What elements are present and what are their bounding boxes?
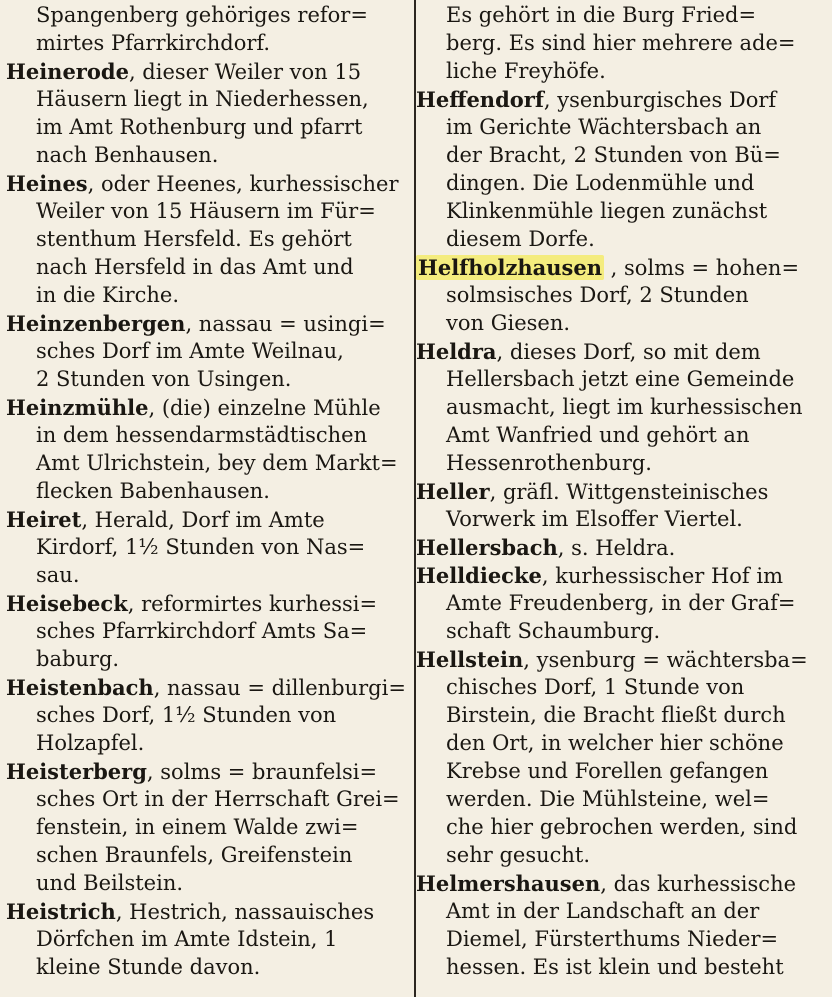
- entry-headword: Heinzmühle: [6, 395, 149, 420]
- line-text: Krebse und Forellen gefangen: [446, 759, 769, 783]
- text-line: [416, 646, 826, 673]
- line-text: , s. Heldra.: [557, 536, 676, 560]
- line-text: che hier gebrochen werden, sind: [446, 815, 798, 839]
- text-line: [416, 842, 826, 869]
- line-text: , Hestrich, nassauisches: [115, 900, 375, 924]
- text-line: [416, 114, 826, 141]
- line-text: , ysenburg = wächtersba=: [523, 648, 808, 672]
- text-line: [6, 198, 406, 225]
- line-text: Spangenberg gehöriges refor=: [36, 3, 368, 27]
- text-line: [6, 562, 406, 589]
- text-line: [6, 814, 406, 841]
- text-line: [6, 254, 406, 281]
- text-line: [416, 758, 826, 785]
- text-line: [6, 366, 406, 393]
- entry-headword: Heines: [6, 171, 88, 196]
- entry-headword: Heisterberg: [6, 759, 147, 784]
- line-text: sches Ort in der Herrschaft Grei=: [36, 787, 400, 811]
- line-text: in die Kirche.: [36, 283, 180, 307]
- entry-headword: Heldra: [416, 339, 497, 364]
- text-line: [416, 2, 826, 29]
- line-text: sches Pfarrkirchdorf Amts Sa=: [36, 619, 368, 643]
- text-line: [416, 282, 826, 309]
- text-line: [6, 674, 406, 701]
- line-text: nach Benhausen.: [36, 143, 219, 167]
- line-text: , das kurhessische: [600, 872, 797, 896]
- text-line: [416, 926, 826, 953]
- text-line: [416, 338, 826, 365]
- line-text: im Gerichte Wächtersbach an: [446, 115, 762, 139]
- line-text: fenstein, in einem Walde zwi=: [36, 815, 359, 839]
- text-line: [416, 450, 826, 477]
- line-text: solmsisches Dorf, 2 Stunden: [446, 283, 749, 307]
- line-text: chisches Dorf, 1 Stunde von: [446, 675, 745, 699]
- entry-headword: Heller: [416, 479, 490, 504]
- line-text: von Giesen.: [446, 311, 571, 335]
- text-line: [6, 282, 406, 309]
- text-line: [6, 618, 406, 645]
- line-text: sau.: [36, 563, 80, 587]
- line-text: berg. Es sind hier mehrere ade=: [446, 31, 796, 55]
- text-line: [6, 310, 406, 337]
- line-text: und Beilstein.: [36, 871, 184, 895]
- text-line: [416, 30, 826, 57]
- text-line: [416, 478, 826, 505]
- entry-headword: Heistenbach: [6, 675, 154, 700]
- text-line: [6, 226, 406, 253]
- text-line: [6, 506, 406, 533]
- line-text: schen Braunfels, Greifenstein: [36, 843, 353, 867]
- highlighted-entry-headword: Helfholzhausen: [418, 255, 602, 280]
- text-line: [6, 170, 406, 197]
- line-text: , (die) einzelne Mühle: [148, 396, 381, 420]
- text-line: [6, 450, 406, 477]
- line-text: kleine Stunde davon.: [36, 955, 261, 979]
- text-line: [6, 2, 406, 29]
- line-text: Amte Freudenberg, in der Graf=: [446, 591, 796, 615]
- text-line: [416, 562, 826, 589]
- entry-headword: Heisebeck: [6, 591, 128, 616]
- line-text: flecken Babenhausen.: [36, 479, 270, 503]
- text-line: [416, 786, 826, 813]
- text-line: [416, 702, 826, 729]
- line-text: Dörfchen im Amte Idstein, 1: [36, 927, 338, 951]
- line-text: Amt in der Landschaft an der: [446, 899, 760, 923]
- text-line: [416, 618, 826, 645]
- text-line: [6, 702, 406, 729]
- entry-headword: Hellstein: [416, 647, 524, 672]
- line-text: der Bracht, 2 Stunden von Bü=: [446, 143, 781, 167]
- text-line: [416, 534, 826, 561]
- text-line: [6, 114, 406, 141]
- line-text: Weiler von 15 Häusern im Für=: [36, 199, 376, 223]
- line-text: Amt Wanfried und gehört an: [446, 423, 750, 447]
- text-line: [416, 394, 826, 421]
- line-text: Birstein, die Bracht fließt durch: [446, 703, 786, 727]
- line-text: Vorwerk im Elsoffer Viertel.: [446, 507, 743, 531]
- line-text: , kurhessischer Hof im: [541, 564, 783, 588]
- line-text: , gräfl. Wittgensteinisches: [489, 480, 769, 504]
- line-text: Kirdorf, 1½ Stunden von Nas=: [36, 535, 366, 559]
- text-line: [416, 142, 826, 169]
- text-line: [416, 954, 826, 981]
- text-line: [416, 814, 826, 841]
- line-text: baburg.: [36, 647, 120, 671]
- line-text: schaft Schaumburg.: [446, 619, 661, 643]
- text-line: [416, 898, 826, 925]
- line-text: Hessenrothenburg.: [446, 451, 652, 475]
- text-line: [6, 422, 406, 449]
- line-text: , solms = hohen=: [604, 256, 800, 280]
- text-line: [6, 842, 406, 869]
- line-text: , nassau = usingi=: [185, 312, 386, 336]
- text-line: [416, 310, 826, 337]
- entry-headword: Helldiecke: [416, 563, 542, 588]
- text-line: [6, 394, 406, 421]
- line-text: sehr gesucht.: [446, 843, 591, 867]
- line-text: in dem hessendarmstädtischen: [36, 423, 368, 447]
- line-text: hessen. Es ist klein und besteht: [446, 955, 784, 979]
- text-line: [6, 898, 406, 925]
- line-text: Amt Ulrichstein, bey dem Markt=: [36, 451, 398, 475]
- line-text: , solms = braunfelsi=: [146, 760, 378, 784]
- text-line: [6, 590, 406, 617]
- line-text: den Ort, in welcher hier schöne: [446, 731, 784, 755]
- line-text: Häusern liegt in Niederhessen,: [36, 87, 369, 111]
- line-text: Es gehört in die Burg Fried=: [446, 3, 757, 27]
- line-text: , dieser Weiler von 15: [128, 60, 362, 84]
- line-text: Holzapfel.: [36, 731, 145, 755]
- line-text: , oder Heenes, kurhessischer: [87, 172, 399, 196]
- line-text: mirtes Pfarrkirchdorf.: [36, 31, 271, 55]
- text-line: [416, 170, 826, 197]
- line-text: , Herald, Dorf im Amte: [81, 508, 325, 532]
- line-text: stenthum Hersfeld. Es gehört: [36, 227, 352, 251]
- text-line: [416, 590, 826, 617]
- line-text: Klinkenmühle liegen zunächst: [446, 199, 768, 223]
- line-text: , reformirtes kurhessi=: [127, 592, 378, 616]
- line-text: , dieses Dorf, so mit dem: [496, 340, 761, 364]
- line-text: im Amt Rothenburg und pfarrt: [36, 115, 363, 139]
- text-line: [416, 506, 826, 533]
- line-text: nach Hersfeld in das Amt und: [36, 255, 354, 279]
- line-text: diesem Dorfe.: [446, 227, 595, 251]
- entry-headword: Heinzenbergen: [6, 311, 186, 336]
- text-line: [6, 870, 406, 897]
- entry-headword: Heinerode: [6, 59, 129, 84]
- text-line: [416, 86, 826, 113]
- line-text: liche Freyhöfe.: [446, 59, 606, 83]
- line-text: , ysenburgisches Dorf: [543, 88, 777, 112]
- text-line: [6, 86, 406, 113]
- text-line: [416, 254, 826, 281]
- text-line: [6, 786, 406, 813]
- text-line: [6, 142, 406, 169]
- text-line: [416, 870, 826, 897]
- line-text: , nassau = dillenburgi=: [153, 676, 406, 700]
- line-text: Diemel, Fürsterthums Nieder=: [446, 927, 779, 951]
- text-line: [6, 926, 406, 953]
- text-line: [416, 366, 826, 393]
- line-text: ausmacht, liegt im kurhessischen: [446, 395, 803, 419]
- text-line: [6, 730, 406, 757]
- text-line: [6, 646, 406, 673]
- text-line: [6, 478, 406, 505]
- entry-headword: Heffendorf: [416, 87, 544, 112]
- line-text: Hellersbach jetzt eine Gemeinde: [446, 367, 795, 391]
- text-line: [6, 30, 406, 57]
- text-line: [416, 58, 826, 85]
- line-text: dingen. Die Lodenmühle und: [446, 171, 755, 195]
- text-line: [416, 198, 826, 225]
- text-line: [6, 534, 406, 561]
- line-text: sches Dorf, 1½ Stunden von: [36, 703, 337, 727]
- entry-headword: Helmershausen: [416, 871, 601, 896]
- line-text: werden. Die Mühlsteine, wel=: [446, 787, 770, 811]
- entry-headword: Heiret: [6, 507, 82, 532]
- text-line: [416, 674, 826, 701]
- text-line: [416, 226, 826, 253]
- text-line: [6, 58, 406, 85]
- text-line: [416, 422, 826, 449]
- entry-headword: Hellersbach: [416, 535, 558, 560]
- line-text: 2 Stunden von Usingen.: [36, 367, 292, 391]
- text-line: [6, 338, 406, 365]
- text-line: [416, 730, 826, 757]
- text-line: [6, 758, 406, 785]
- text-line: [6, 954, 406, 981]
- line-text: sches Dorf im Amte Weilnau,: [36, 339, 344, 363]
- entry-headword: Heistrich: [6, 899, 116, 924]
